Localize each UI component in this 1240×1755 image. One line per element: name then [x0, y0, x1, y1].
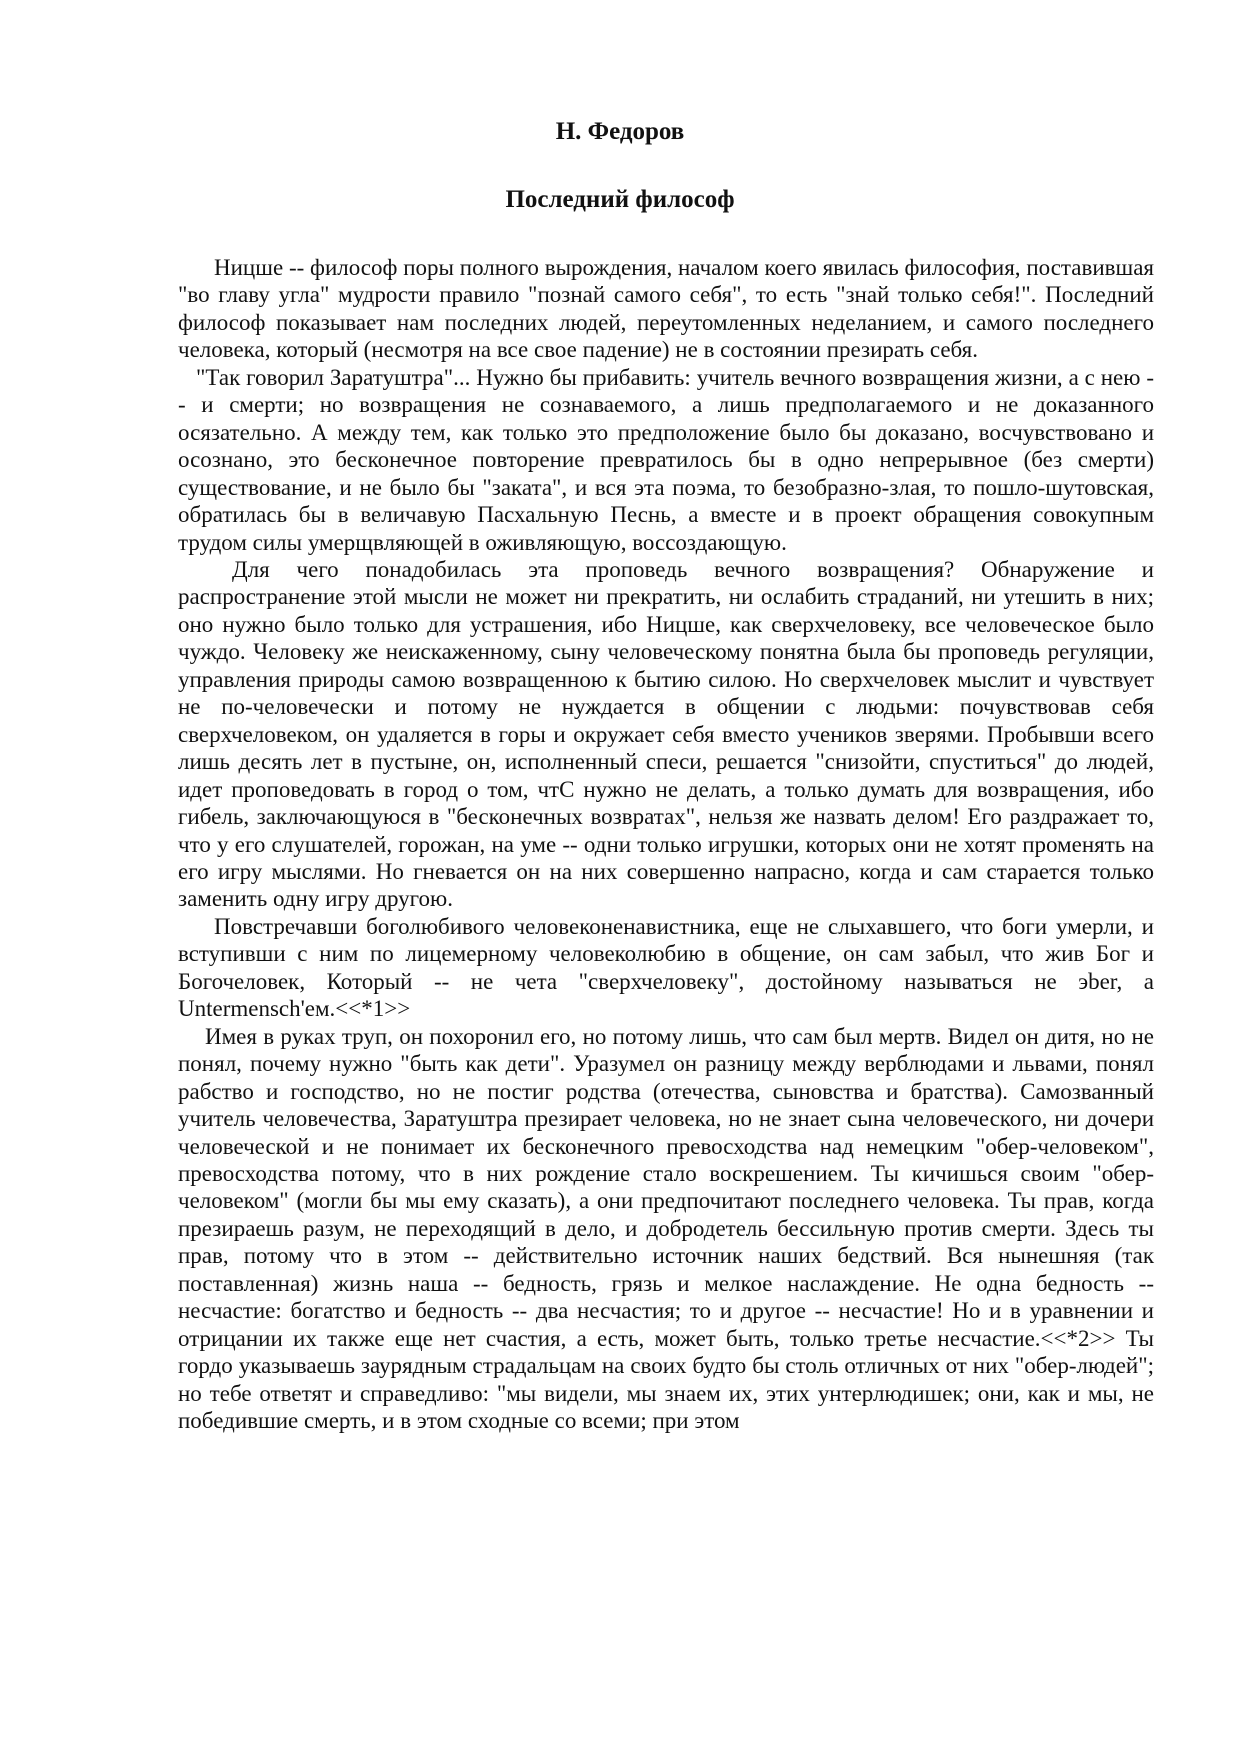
- paragraph: Для чего понадобилась эта проповедь вечного возвращения? Обнаружение и распространение этой мысли не может ни прекратить, ни ослабить страданий, ни утешить в них; оно нужно было только для устрашения, ибо Ницше, как сверхчеловеку, все человеческое было чуждо. Человеку же неискаженному, сыну человеческому понятна была бы проповедь регуляции, управления природы самою возвращенною к бытию силою. Но сверхчеловек мыслит и чувствует не по-человечески и потому не нуждается в общении с людьми: почувствовав себя сверхчеловеком, он удаляется в горы и окружает себя вместо учеников зверями. Пробывши всего лишь десять лет в пустыне, он, исполненный спеси, решается "снизойти, спуститься" до людей, идет проповедовать в город о том, чтС нужно не делать, а только думать для возвращения, ибо гибель, заключающуюся в "бесконечных возвратах", нельзя же назвать делом! Его раздражает то, что у его слушателей, горожан, на уме -- одни только игрушки, которых они не хотят променять на его игру мыслями. Но гневается он на них совершенно напрасно, когда и сам старается только заменить одну игру другою.: [178, 556, 1154, 912]
- body-text: [178, 254, 1154, 1434]
- paragraph: Ницше -- философ поры полного вырождения, началом коего явилась философия, поставившая "во главу угла" мудрости правило "познай самого себя", то есть "знай только себя!". Последний философ показывает нам последних людей, переутомленных неделанием, и самого последнего человека, который (несмотря на все свое падение) не в состоянии презирать себя.: [178, 255, 1154, 363]
- paragraph: Имея в руках труп, он похоронил его, но потому лишь, что сам был мертв. Видел он дитя, но не понял, почему нужно "быть как дети". Уразумел он разницу между верблюдами и львами, понял рабство и господство, но не постиг родства (отечества, сыновства и братства). Самозванный учитель человечества, Заратуштра презирает человека, но не знает сына человеческого, ни дочери человеческой и не понимает их бесконечного превосходства над немецким "обер-человеком", превосходства потому, что в них рождение стало воскрешением. Ты кичишься своим "обер-человеком" (могли бы мы ему сказать), а они предпочитают последнего человека. Ты прав, когда презираешь разум, не переходящий в дело, и добродетель бессильную против смерти. Здесь ты прав, потому что в этом -- действительно источник наших бедствий. Вся нынешняя (так поставленная) жизнь наша -- бедность, грязь и мелкое наслаждение. Не одна бедность -- несчастие: богатство и бедность -- два несчастия; то и другое -- несчастие! Но и в уравнении и отрицании их также еще нет счастия, а есть, может быть, только третье несчастие.<<*2>> Ты гордо указываешь заурядным страдальцам на своих будто бы столь отличных от них "обер-людей"; но тебе ответят и справедливо: "мы видели, мы знаем их, этих унтерлюдишек; они, как и мы, не победившие смерть, и в этом сходные со всеми; при этом: [178, 1023, 1154, 1434]
- document-title: Последний философ: [505, 186, 735, 213]
- paragraph: "Так говорил Заратуштра"... Нужно бы прибавить: учитель вечного возвращения жизни, а с нею -- и смерти; но возвращения не сознаваемого, а лишь предполагаемого и не доказанного осязательно. А между тем, как только это предположение было бы доказано, восчувствовано и осознано, это бесконечное повторение превратилось бы в одно непрерывное (без смерти) существование, и не было бы "заката", и вся эта поэма, то безобразно-злая, то пошло-шутовская, обратилась бы в величавую Пасхальную Песнь, а вместе и в проект обращения совокупным трудом силы умерщвляющей в оживляющую, воссоздающую.: [178, 364, 1154, 555]
- author-name: Н. Федоров: [555, 118, 685, 145]
- paragraph: Повстречавши боголюбивого человеконенавистника, еще не слыхавшего, что боги умерли, и вступивши с ним по лицемерному человеколюбию в общение, он сам забыл, что жив Бог и Богочеловек, Который -- не чета "сверхчеловеку", достойному называться не эber, а Untermensch'ем.<<*1>>: [178, 913, 1154, 1022]
